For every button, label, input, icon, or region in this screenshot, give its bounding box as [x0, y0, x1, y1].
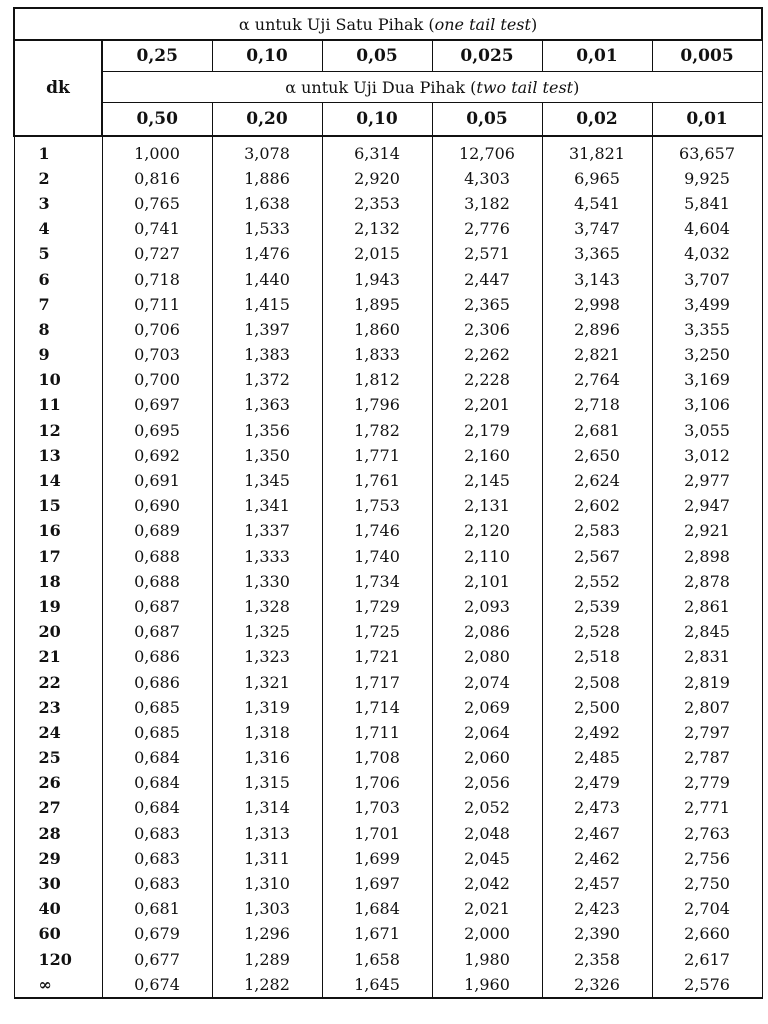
one-tail-level: 0,05 [322, 40, 432, 72]
two-tail-title [102, 72, 762, 103]
t-value-cell: 1,372 [212, 368, 322, 393]
t-value-cell: 1,725 [322, 620, 432, 645]
table-row [14, 897, 762, 922]
t-value-cell: 2,819 [652, 670, 762, 695]
dk-cell: 5 [14, 242, 102, 267]
t-value-cell: 3,106 [652, 393, 762, 418]
dk-cell: 12 [14, 418, 102, 443]
t-value-cell: 1,341 [212, 494, 322, 519]
table-row [14, 544, 762, 569]
t-value-cell: 2,467 [542, 821, 652, 846]
table-row [14, 368, 762, 393]
table-row [14, 645, 762, 670]
t-value-cell: 1,895 [322, 292, 432, 317]
t-value-cell: 1,860 [322, 317, 432, 342]
t-value-cell: 2,048 [432, 821, 542, 846]
t-value-cell: 0,684 [102, 746, 212, 771]
t-value-cell: 2,262 [432, 343, 542, 368]
t-value-cell: 0,687 [102, 594, 212, 619]
t-value-cell: 1,311 [212, 846, 322, 871]
t-value-cell: 2,764 [542, 368, 652, 393]
t-value-cell: 1,658 [322, 947, 432, 972]
table-row [14, 821, 762, 846]
t-value-cell: 1,782 [322, 418, 432, 443]
t-value-cell: 2,485 [542, 746, 652, 771]
table-body [14, 136, 762, 998]
t-value-cell: 2,508 [542, 670, 652, 695]
dk-cell: 24 [14, 720, 102, 745]
t-value-cell: 3,365 [542, 242, 652, 267]
t-value-cell: 2,947 [652, 494, 762, 519]
t-value-cell: 1,533 [212, 217, 322, 242]
dk-cell: 120 [14, 947, 102, 972]
t-value-cell: 0,695 [102, 418, 212, 443]
one-tail-level: 0,01 [542, 40, 652, 72]
t-value-cell: 0,685 [102, 720, 212, 745]
t-value-cell: 2,567 [542, 544, 652, 569]
t-value-cell: 1,397 [212, 317, 322, 342]
one-tail-level: 0,10 [212, 40, 322, 72]
t-value-cell: 2,602 [542, 494, 652, 519]
table-row [14, 972, 762, 998]
one-tail-title [14, 8, 762, 40]
dk-header: dk [14, 40, 102, 136]
t-value-cell: 2,779 [652, 771, 762, 796]
t-value-cell: 2,807 [652, 695, 762, 720]
two-tail-level: 0,20 [212, 103, 322, 137]
t-value-cell: 2,110 [432, 544, 542, 569]
table-row [14, 922, 762, 947]
t-value-cell: 2,617 [652, 947, 762, 972]
t-value-cell: 1,740 [322, 544, 432, 569]
table-row [14, 720, 762, 745]
table-row [14, 796, 762, 821]
t-value-cell: 1,980 [432, 947, 542, 972]
t-value-cell: 9,925 [652, 166, 762, 191]
t-value-cell: 1,333 [212, 544, 322, 569]
table-row [14, 443, 762, 468]
t-value-cell: 2,797 [652, 720, 762, 745]
t-value-cell: 2,353 [322, 191, 432, 216]
t-value-cell: 0,718 [102, 267, 212, 292]
dk-cell: 25 [14, 746, 102, 771]
t-value-cell: 2,896 [542, 317, 652, 342]
t-value-cell: 1,303 [212, 897, 322, 922]
dk-cell: 9 [14, 343, 102, 368]
t-value-cell: 1,711 [322, 720, 432, 745]
t-value-cell: 2,861 [652, 594, 762, 619]
t-value-cell: 1,771 [322, 443, 432, 468]
t-value-cell: 0,679 [102, 922, 212, 947]
t-value-cell: 2,131 [432, 494, 542, 519]
t-value-cell: 1,960 [432, 972, 542, 998]
t-value-cell: 63,657 [652, 136, 762, 166]
t-value-cell: 2,821 [542, 343, 652, 368]
t-value-cell: 1,383 [212, 343, 322, 368]
t-value-cell: 2,500 [542, 695, 652, 720]
table-row [14, 569, 762, 594]
table-row [14, 620, 762, 645]
t-value-cell: 0,816 [102, 166, 212, 191]
t-value-cell: 2,763 [652, 821, 762, 846]
dk-cell: 10 [14, 368, 102, 393]
table-row [14, 494, 762, 519]
t-value-cell: 0,689 [102, 519, 212, 544]
t-value-cell: 1,886 [212, 166, 322, 191]
t-value-cell: 2,898 [652, 544, 762, 569]
two-tail-title-suffix: ) [573, 77, 580, 97]
t-value-cell: 2,120 [432, 519, 542, 544]
one-tail-title-italic: one tail test [434, 14, 531, 34]
one-tail-title-prefix: α untuk Uji Satu Pihak ( [238, 14, 435, 34]
t-value-cell: 4,541 [542, 191, 652, 216]
table-row [14, 267, 762, 292]
t-value-cell: 1,833 [322, 343, 432, 368]
t-value-cell: 31,821 [542, 136, 652, 166]
t-value-cell: 3,355 [652, 317, 762, 342]
t-value-cell: 6,314 [322, 136, 432, 166]
dk-cell: 14 [14, 468, 102, 493]
t-value-cell: 1,812 [322, 368, 432, 393]
t-value-cell: 1,699 [322, 846, 432, 871]
t-value-cell: 0,688 [102, 544, 212, 569]
dk-cell: 28 [14, 821, 102, 846]
t-value-cell: 2,878 [652, 569, 762, 594]
dk-cell: 29 [14, 846, 102, 871]
t-value-cell: 0,686 [102, 670, 212, 695]
two-tail-levels-row [14, 103, 762, 137]
table-row [14, 594, 762, 619]
one-tail-level: 0,25 [102, 40, 212, 72]
t-value-cell: 1,318 [212, 720, 322, 745]
t-value-cell: 1,734 [322, 569, 432, 594]
dk-cell: 40 [14, 897, 102, 922]
table-row [14, 468, 762, 493]
t-value-cell: 2,462 [542, 846, 652, 871]
t-value-cell: 2,718 [542, 393, 652, 418]
t-value-cell: 3,707 [652, 267, 762, 292]
table-row [14, 292, 762, 317]
t-value-cell: 0,688 [102, 569, 212, 594]
t-value-cell: 2,069 [432, 695, 542, 720]
table-row [14, 166, 762, 191]
t-value-cell: 2,624 [542, 468, 652, 493]
t-value-cell: 2,518 [542, 645, 652, 670]
t-value-cell: 2,201 [432, 393, 542, 418]
t-value-cell: 1,671 [322, 922, 432, 947]
t-value-cell: 0,700 [102, 368, 212, 393]
t-value-cell: 3,143 [542, 267, 652, 292]
t-value-cell: 1,345 [212, 468, 322, 493]
t-value-cell: 1,289 [212, 947, 322, 972]
t-value-cell: 0,683 [102, 821, 212, 846]
t-value-cell: 2,179 [432, 418, 542, 443]
t-value-cell: 2,921 [652, 519, 762, 544]
t-value-cell: 1,729 [322, 594, 432, 619]
t-value-cell: 2,920 [322, 166, 432, 191]
t-value-cell: 2,306 [432, 317, 542, 342]
t-table-page [13, 7, 761, 999]
one-tail-level: 0,025 [432, 40, 542, 72]
t-value-cell: 2,365 [432, 292, 542, 317]
t-value-cell: 2,771 [652, 796, 762, 821]
dk-cell: 1 [14, 136, 102, 166]
dk-cell: 15 [14, 494, 102, 519]
table-row [14, 343, 762, 368]
t-value-cell: 2,447 [432, 267, 542, 292]
t-value-cell: 2,571 [432, 242, 542, 267]
t-value-cell: 3,182 [432, 191, 542, 216]
t-value-cell: 1,337 [212, 519, 322, 544]
t-value-cell: 1,714 [322, 695, 432, 720]
t-value-cell: 2,045 [432, 846, 542, 871]
table-row [14, 871, 762, 896]
t-value-cell: 0,711 [102, 292, 212, 317]
dk-cell: 16 [14, 519, 102, 544]
dk-cell: 3 [14, 191, 102, 216]
table-row [14, 771, 762, 796]
t-value-cell: 2,479 [542, 771, 652, 796]
t-value-cell: 2,660 [652, 922, 762, 947]
t-value-cell: 1,356 [212, 418, 322, 443]
table-row [14, 947, 762, 972]
t-value-cell: 5,841 [652, 191, 762, 216]
two-tail-level: 0,10 [322, 103, 432, 137]
t-value-cell: 2,015 [322, 242, 432, 267]
table-row [14, 317, 762, 342]
t-value-cell: 0,765 [102, 191, 212, 216]
t-value-cell: 1,350 [212, 443, 322, 468]
t-value-cell: 1,316 [212, 746, 322, 771]
t-value-cell: 1,363 [212, 393, 322, 418]
t-value-cell: 0,686 [102, 645, 212, 670]
t-value-cell: 0,674 [102, 972, 212, 998]
dk-cell: 22 [14, 670, 102, 695]
t-value-cell: 1,638 [212, 191, 322, 216]
t-value-cell: 4,303 [432, 166, 542, 191]
t-value-cell: 1,328 [212, 594, 322, 619]
two-tail-title-prefix: α untuk Uji Dua Pihak ( [285, 77, 477, 97]
t-value-cell: 2,681 [542, 418, 652, 443]
t-value-cell: 2,756 [652, 846, 762, 871]
t-value-cell: 1,000 [102, 136, 212, 166]
t-value-cell: 2,021 [432, 897, 542, 922]
t-value-cell: 0,741 [102, 217, 212, 242]
table-row [14, 393, 762, 418]
t-value-cell: 2,080 [432, 645, 542, 670]
dk-cell: 11 [14, 393, 102, 418]
dk-cell: 27 [14, 796, 102, 821]
t-value-cell: 1,310 [212, 871, 322, 896]
t-value-cell: 2,704 [652, 897, 762, 922]
t-value-cell: 2,457 [542, 871, 652, 896]
t-value-cell: 2,423 [542, 897, 652, 922]
t-value-cell: 2,539 [542, 594, 652, 619]
t-value-cell: 2,086 [432, 620, 542, 645]
t-value-cell: 2,358 [542, 947, 652, 972]
t-value-cell: 2,093 [432, 594, 542, 619]
t-value-cell: 1,440 [212, 267, 322, 292]
t-value-cell: 1,796 [322, 393, 432, 418]
t-value-cell: 2,056 [432, 771, 542, 796]
t-value-cell: 2,228 [432, 368, 542, 393]
t-value-cell: 2,326 [542, 972, 652, 998]
t-value-cell: 3,747 [542, 217, 652, 242]
t-value-cell: 12,706 [432, 136, 542, 166]
t-value-cell: 0,727 [102, 242, 212, 267]
t-value-cell: 2,132 [322, 217, 432, 242]
t-value-cell: 1,282 [212, 972, 322, 998]
t-value-cell: 1,717 [322, 670, 432, 695]
t-value-cell: 0,677 [102, 947, 212, 972]
t-value-cell: 2,998 [542, 292, 652, 317]
table-row [14, 242, 762, 267]
t-value-cell: 2,042 [432, 871, 542, 896]
dk-cell: 8 [14, 317, 102, 342]
table-row [14, 846, 762, 871]
t-value-cell: 0,683 [102, 871, 212, 896]
t-value-cell: 3,250 [652, 343, 762, 368]
dk-cell: 13 [14, 443, 102, 468]
t-value-cell: 1,325 [212, 620, 322, 645]
table-header [14, 8, 762, 136]
t-value-cell: 4,032 [652, 242, 762, 267]
t-value-cell: 1,330 [212, 569, 322, 594]
t-value-cell: 1,943 [322, 267, 432, 292]
t-value-cell: 1,315 [212, 771, 322, 796]
dk-cell: 20 [14, 620, 102, 645]
dk-cell: 2 [14, 166, 102, 191]
t-value-cell: 2,101 [432, 569, 542, 594]
t-value-cell: 2,060 [432, 746, 542, 771]
dk-cell: 26 [14, 771, 102, 796]
dk-cell: 19 [14, 594, 102, 619]
table-row [14, 670, 762, 695]
t-value-cell: 0,690 [102, 494, 212, 519]
t-value-cell: 0,703 [102, 343, 212, 368]
t-value-cell: 1,319 [212, 695, 322, 720]
t-value-cell: 1,753 [322, 494, 432, 519]
t-value-cell: 1,296 [212, 922, 322, 947]
t-value-cell: 2,528 [542, 620, 652, 645]
t-value-cell: 1,697 [322, 871, 432, 896]
t-value-cell: 3,078 [212, 136, 322, 166]
t-value-cell: 1,323 [212, 645, 322, 670]
dk-cell: 30 [14, 871, 102, 896]
table-row [14, 746, 762, 771]
t-value-cell: 2,064 [432, 720, 542, 745]
two-tail-level: 0,01 [652, 103, 762, 137]
t-value-cell: 1,721 [322, 645, 432, 670]
t-value-cell: 2,074 [432, 670, 542, 695]
t-value-cell: 0,706 [102, 317, 212, 342]
t-value-cell: 2,492 [542, 720, 652, 745]
dk-cell: 6 [14, 267, 102, 292]
one-tail-title-suffix: ) [530, 14, 538, 34]
t-value-cell: 2,650 [542, 443, 652, 468]
two-tail-level: 0,02 [542, 103, 652, 137]
t-value-cell: 2,831 [652, 645, 762, 670]
t-value-cell: 2,145 [432, 468, 542, 493]
t-value-cell: 3,012 [652, 443, 762, 468]
table-row [14, 191, 762, 216]
t-value-cell: 4,604 [652, 217, 762, 242]
t-value-cell: 1,415 [212, 292, 322, 317]
t-value-cell: 1,706 [322, 771, 432, 796]
t-value-cell: 3,055 [652, 418, 762, 443]
two-tail-title-italic: two tail test [476, 77, 574, 97]
table-row [14, 217, 762, 242]
table-row [14, 519, 762, 544]
t-value-cell: 6,965 [542, 166, 652, 191]
t-value-cell: 2,052 [432, 796, 542, 821]
t-value-cell: 2,845 [652, 620, 762, 645]
t-distribution-table [13, 7, 763, 999]
t-value-cell: 2,787 [652, 746, 762, 771]
t-value-cell: 0,681 [102, 897, 212, 922]
t-value-cell: 1,761 [322, 468, 432, 493]
t-value-cell: 2,776 [432, 217, 542, 242]
t-value-cell: 2,977 [652, 468, 762, 493]
t-value-cell: 2,552 [542, 569, 652, 594]
table-row [14, 418, 762, 443]
table-row [14, 136, 762, 166]
table-row [14, 695, 762, 720]
t-value-cell: 0,691 [102, 468, 212, 493]
dk-cell: 18 [14, 569, 102, 594]
t-value-cell: 1,313 [212, 821, 322, 846]
one-tail-level: 0,005 [652, 40, 762, 72]
t-value-cell: 1,703 [322, 796, 432, 821]
t-value-cell: 1,708 [322, 746, 432, 771]
dk-cell: 7 [14, 292, 102, 317]
t-value-cell: 0,687 [102, 620, 212, 645]
t-value-cell: 2,583 [542, 519, 652, 544]
t-value-cell: 2,160 [432, 443, 542, 468]
t-value-cell: 1,314 [212, 796, 322, 821]
dk-cell: 21 [14, 645, 102, 670]
t-value-cell: 1,645 [322, 972, 432, 998]
t-value-cell: 0,692 [102, 443, 212, 468]
t-value-cell: 1,321 [212, 670, 322, 695]
two-tail-level: 0,50 [102, 103, 212, 137]
t-value-cell: 1,701 [322, 821, 432, 846]
dk-cell: 60 [14, 922, 102, 947]
dk-cell: 23 [14, 695, 102, 720]
t-value-cell: 1,746 [322, 519, 432, 544]
dk-cell: 17 [14, 544, 102, 569]
t-value-cell: 2,390 [542, 922, 652, 947]
t-value-cell: 0,683 [102, 846, 212, 871]
t-value-cell: 2,000 [432, 922, 542, 947]
t-value-cell: 3,499 [652, 292, 762, 317]
t-value-cell: 0,684 [102, 771, 212, 796]
t-value-cell: 3,169 [652, 368, 762, 393]
one-tail-levels-row [14, 40, 762, 72]
t-value-cell: 0,697 [102, 393, 212, 418]
t-value-cell: 1,476 [212, 242, 322, 267]
t-value-cell: 2,473 [542, 796, 652, 821]
t-value-cell: 2,750 [652, 871, 762, 896]
t-value-cell: 2,576 [652, 972, 762, 998]
t-value-cell: 0,685 [102, 695, 212, 720]
dk-cell: ∞ [14, 972, 102, 998]
two-tail-level: 0,05 [432, 103, 542, 137]
t-value-cell: 1,684 [322, 897, 432, 922]
t-value-cell: 0,684 [102, 796, 212, 821]
dk-cell: 4 [14, 217, 102, 242]
